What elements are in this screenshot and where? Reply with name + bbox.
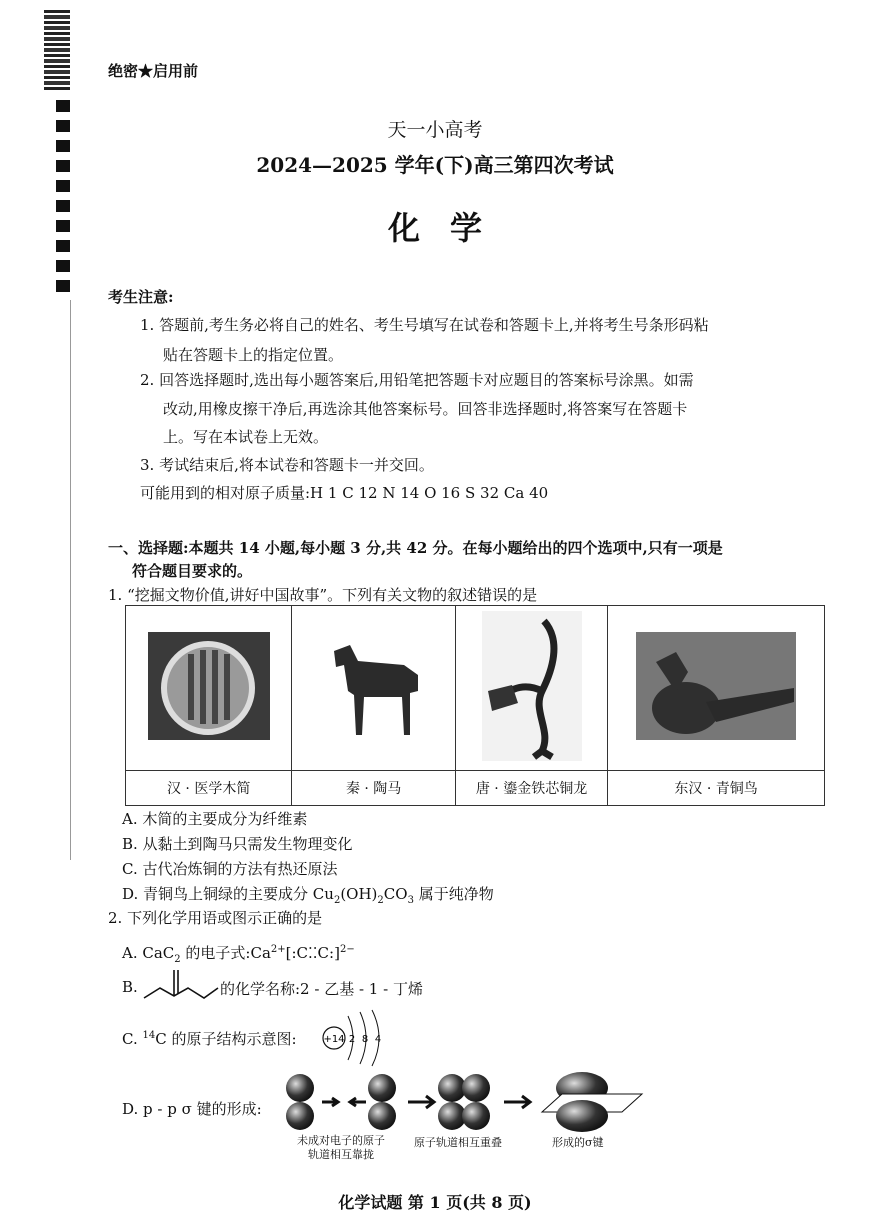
q1-option-c: C. 古代冶炼铜的方法有热还原法 <box>122 860 338 878</box>
q2-option-a-text: 的电子式:Ca <box>180 944 271 962</box>
artifact-image-cell <box>292 606 456 771</box>
artifact-caption: 汉 · 医学木简 <box>126 771 292 806</box>
shell-electron-count: 4 <box>374 1034 382 1045</box>
artifact-image-cell <box>608 606 825 771</box>
qr-code <box>44 8 70 90</box>
formula-subscript: 2 <box>333 895 341 906</box>
question-2-stem: 2. 下列化学用语或图示正确的是 <box>108 909 323 927</box>
shell-electron-count: 8 <box>361 1034 369 1045</box>
notice-item: 改动,用橡皮擦干净后,再选涂其他答案标号。回答非选择题时,将答案写在答题卡 <box>163 400 688 418</box>
notice-heading: 考生注意: <box>108 288 174 306</box>
caption-line: 未成对电子的原子 <box>297 1134 385 1147</box>
bronze-dragon-image <box>482 611 582 761</box>
caption-line: 轨道相互靠拢 <box>308 1148 374 1161</box>
q1-option-d-prefix: D. 青铜鸟上铜绿的主要成分 Cu <box>122 885 334 903</box>
formula-superscript: 2+ <box>270 944 286 955</box>
notice-item: 2. 回答选择题时,选出每小题答案后,用铅笔把答题卡对应题目的答案标号涂黑。如需 <box>140 371 694 389</box>
nucleus-charge: +14 <box>323 1034 345 1045</box>
exam-institution: 天一小高考 <box>387 119 483 141</box>
formula-part: (OH) <box>340 885 378 903</box>
artifact-caption: 唐 · 鎏金铁芯铜龙 <box>455 771 607 806</box>
section-heading <box>108 537 828 583</box>
exam-session: 2024—2025 学年(下)高三第四次考试 <box>256 153 614 177</box>
artifact-caption: 秦 · 陶马 <box>292 771 456 806</box>
electron-formula: [:C⁚⁚C:] <box>285 944 340 962</box>
pottery-horse-image <box>314 631 434 741</box>
sigma-caption-formed: 形成的σ键 <box>552 1136 604 1149</box>
bronze-bird-image <box>636 632 796 740</box>
q2-option-a <box>122 942 355 965</box>
q1-option-b: B. 从黏土到陶马只需发生物理变化 <box>122 835 353 853</box>
q2-option-b-label: B. <box>122 978 138 996</box>
formula-subscript: 2 <box>377 895 384 906</box>
question-1-stem: 1. “挖掘文物价值,讲好中国故事”。下列有关文物的叙述错误的是 <box>108 586 538 604</box>
q2-option-d-text: D. p - p σ 键的形成: <box>122 1100 262 1118</box>
q2-option-c <box>122 1028 297 1049</box>
q1-option-a: A. 木简的主要成分为纤维素 <box>122 810 308 828</box>
formula-subscript: 2 <box>174 954 181 965</box>
shell-electron-count: 2 <box>348 1034 356 1045</box>
subject-title: 化学 <box>387 209 512 247</box>
page-footer: 化学试题 第 1 页(共 8 页) <box>338 1193 532 1212</box>
q2-option-c-prefix: C. <box>122 1030 143 1048</box>
confidential-label: 绝密★启用前 <box>108 62 199 80</box>
notice-item: 贴在答题卡上的指定位置。 <box>163 346 344 364</box>
artifact-caption: 东汉 · 青铜鸟 <box>608 771 825 806</box>
artifact-image-cell <box>455 606 607 771</box>
formula-subscript: 3 <box>407 895 414 906</box>
mass-number: 14 <box>142 1030 156 1041</box>
sigma-caption-approach <box>286 1134 396 1162</box>
q1-option-d-suffix: 属于纯净物 <box>413 885 494 903</box>
notice-item: 1. 答题前,考生务必将自己的姓名、考生号填写在试卷和答题卡上,并将考生号条形码粘 <box>140 316 709 334</box>
q2-option-a-prefix: A. CaC <box>122 944 175 962</box>
wooden-slip-image <box>148 632 270 740</box>
artifact-table <box>125 605 825 806</box>
section-heading-line1: 一、选择题:本题共 14 小题,每小题 3 分,共 42 分。在每小题给出的四个选项中,只有一项是 <box>108 539 723 557</box>
sigma-bond-diagram <box>280 1072 650 1134</box>
artifact-image-cell <box>126 606 292 771</box>
section-heading-line2: 符合题目要求的。 <box>132 562 253 580</box>
q2-option-b-text: 的化学名称:2 - 乙基 - 1 - 丁烯 <box>220 980 423 998</box>
atomic-structure-diagram <box>320 1008 390 1068</box>
binding-line <box>70 300 71 860</box>
formula-part: CO <box>383 885 408 903</box>
q2-option-c-text: C 的原子结构示意图: <box>155 1030 297 1048</box>
formula-superscript: 2− <box>339 944 355 955</box>
notice-item: 3. 考试结束后,将本试卷和答题卡一并交回。 <box>140 456 434 474</box>
notice-item: 上。写在本试卷上无效。 <box>163 428 329 446</box>
sigma-caption-overlap: 原子轨道相互重叠 <box>414 1136 502 1149</box>
skeletal-formula-diagram <box>142 966 220 1006</box>
q1-option-d <box>122 883 494 906</box>
atomic-masses: 可能用到的相对原子质量:H 1 C 12 N 14 O 16 S 32 Ca 40 <box>140 484 549 502</box>
